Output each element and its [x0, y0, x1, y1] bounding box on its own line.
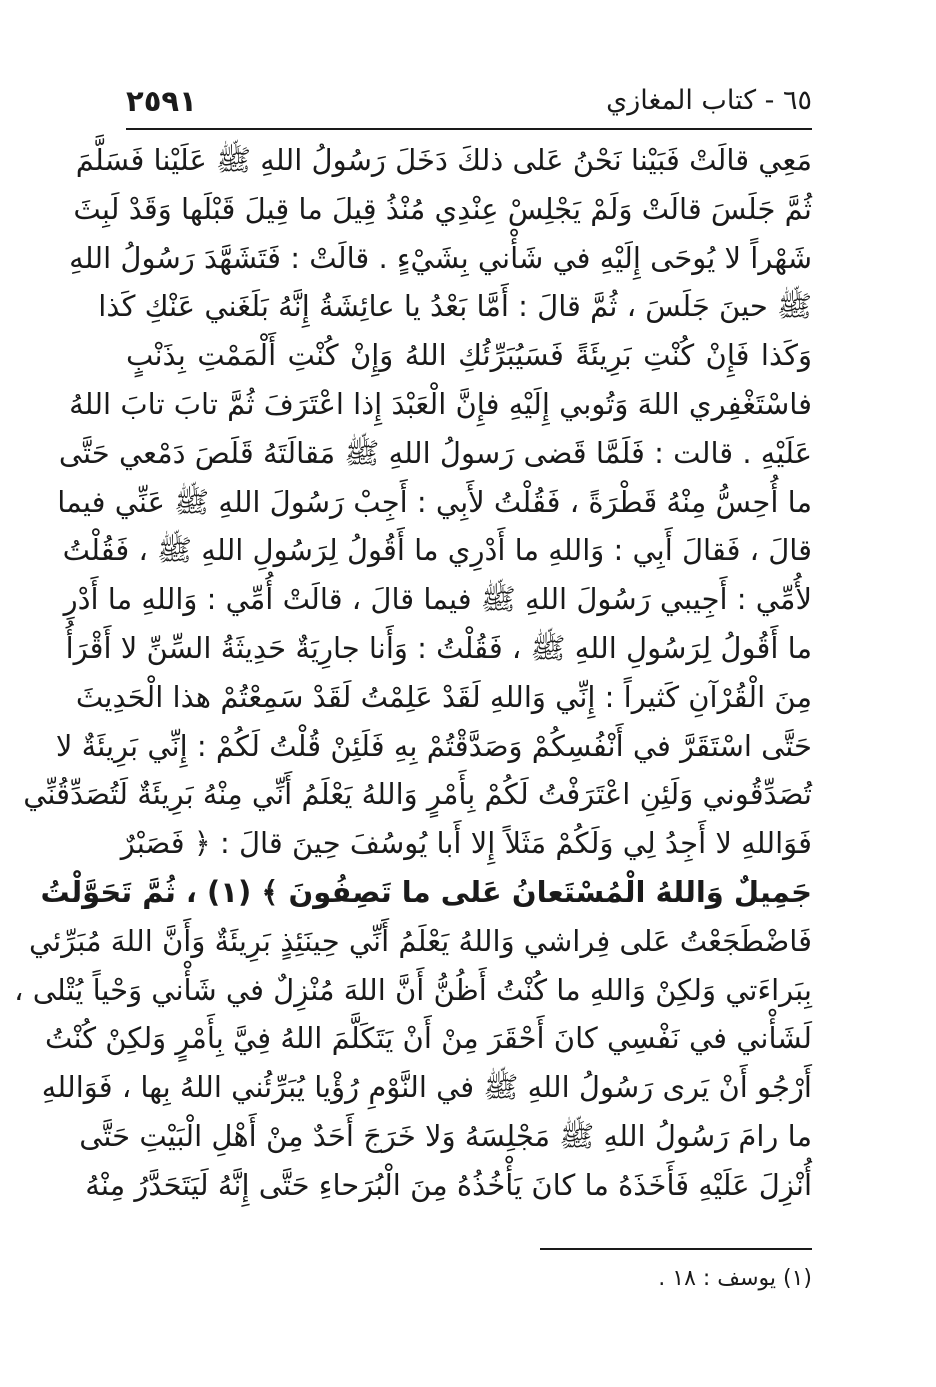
text-line: قالَ ، فَقالَ أَبِي : وَاللهِ ما أَدْرِي ما أَقُولُ لِرَسُولِ اللهِ ﷺ ، فَقُلْتُ	[62, 533, 812, 568]
text-line: أَرْجُو أَنْ يَرى رَسُولُ اللهِ ﷺ في النَّوْمِ رُؤْيا يُبَرِّئُني اللهُ بِها ، فَوَاللهِ	[41, 1070, 812, 1105]
quran-verse-line: جَمِيلٌ وَاللهُ الْمُسْتَعانُ عَلى ما تَصِفُونَ ﴾ (١) ، ثُمَّ تَحَوَّلْتُ	[40, 874, 812, 909]
text-line: شَهْراً لا يُوحَى إِلَيْهِ في شَأْني بِشَيْءٍ . قالَتْ : فَتَشَهَّدَ رَسُولُ اللهِ	[69, 240, 812, 275]
text-line: وَكَذا فَإِنْ كُنْتِ بَرِيئَةً فَسَيُبَرِّئُكِ اللهُ وَإِنْ كُنْتِ أَلْمَمْتِ بِذَنْبٍ	[126, 338, 812, 373]
text-line: لأُمِّي : أَجِيبي رَسُولَ اللهِ ﷺ فيما قالَ ، قالَتْ أُمِّي : وَاللهِ ما أَدْرِ	[63, 582, 812, 617]
footnote-divider	[540, 1248, 812, 1250]
text-line: فَاضْطَجَعْتُ عَلى فِراشي وَاللهُ يَعْلَمُ أَنِّي حِينَئِذٍ بَرِيئَةٌ وَأَنَّ اللهَ مُبَرِّئي	[28, 923, 812, 958]
header-divider	[126, 128, 812, 130]
text-line: ثُمَّ جَلَسَ قالَتْ وَلَمْ يَجْلِسْ عِنْدِي مُنْذُ قِيلَ ما قِيلَ قَبْلَها وَقَدْ لَبِثَ	[73, 191, 812, 226]
footnote: (١) يوسف : ١٨ .	[658, 1266, 812, 1291]
text-line: بِبَراءَتي وَلكِنْ وَاللهِ ما كُنْتُ أَظُنُّ أَنَّ اللهَ مُنْزِلٌ في شَأْني وَحْياً يُتْلى ،	[14, 972, 812, 1007]
text-line: ما أُحِسُّ مِنْهُ قَطْرَةً ، فَقُلْتُ لأَبِي : أَجِبْ رَسُولَ اللهِ ﷺ عَنِّي فيما	[57, 484, 812, 519]
text-line: أُنْزِلَ عَلَيْهِ فَأَخَذَهُ ما كانَ يَأْخُذُهُ مِنَ الْبُرَحاءِ حَتَّى إِنَّهُ لَيَتَحَدَّرُ مِنْهُ	[85, 1167, 812, 1202]
page-number: ٢٥٩١	[126, 84, 197, 118]
text-line: حَتَّى اسْتَقَرَّ في أَنْفُسِكُمْ وَصَدَّقْتُمْ بِهِ فَلَئِنْ قُلْتُ لَكُمْ : إِنِّي بَرِيئَةٌ لا	[55, 728, 812, 763]
page-header	[126, 80, 812, 122]
text-line: فاسْتَغْفِري اللهَ وَتُوبي إِلَيْهِ فإِنَّ الْعَبْدَ إِذا اعْتَرَفَ ثُمَّ تابَ تابَ اللهُ	[69, 386, 812, 421]
text-line: لَشَأْني في نَفْسِي كانَ أَحْقَرَ مِنْ أَنْ يَتَكَلَّمَ اللهُ فِيَّ بِأَمْرٍ وَلكِنْ كُنْتُ	[45, 1021, 812, 1056]
text-line: تُصَدِّقُوني وَلَئِنِ اعْتَرَفْتُ لَكُمْ بِأَمْرٍ وَاللهُ يَعْلَمُ أَنِّي مِنْهُ بَرِيئَةٌ لَتُصَدِّقُنِّي	[23, 777, 812, 812]
text-line: عَلَيْهِ . قالت : فَلَمَّا قَضى رَسولُ اللهِ ﷺ مَقالَتَهُ قَلَصَ دَمْعي حَتَّى	[58, 435, 812, 470]
text-line: مِنَ الْقُرْآنِ كَثيراً : إِنِّي وَاللهِ لَقَدْ عَلِمْتُ لَقَدْ سَمِعْتُمْ هذا الْحَدِيثَ	[75, 679, 812, 714]
text-line: ﷺ حينَ جَلَسَ ، ثُمَّ قالَ : أَمَّا بَعْدُ يا عائِشَةُ إِنَّهُ بَلَغَني عَنْكِ كَذا	[98, 289, 812, 324]
main-text	[14, 136, 812, 1210]
chapter-title: ٦٥ - كتاب المغازي	[606, 85, 812, 116]
text-line: ما أَقُولُ لِرَسُولِ اللهِ ﷺ ، فَقُلْتُ : وَأَنا جارِيَةٌ حَدِيثَةُ السِّنِّ لا أَقْرَأُ	[65, 630, 812, 665]
text-line: فَوَاللهِ لا أَجِدُ لِي وَلَكُمْ مَثَلاً إِلا أَبا يُوسُفَ حِينَ قالَ : ﴿ فَصَبْرٌ	[120, 826, 812, 861]
text-line: مَعِي قالَتْ فَبَيْنا نَحْنُ عَلى ذلكَ دَخَلَ رَسُولُ اللهِ ﷺ عَلَيْنا فَسَلَّمَ	[75, 143, 812, 177]
text-line: ما رامَ رَسُولُ اللهِ ﷺ مَجْلِسَهُ وَلا خَرَجَ أَحَدٌ مِنْ أَهْلِ الْبَيْتِ حَتَّى	[79, 1118, 812, 1153]
